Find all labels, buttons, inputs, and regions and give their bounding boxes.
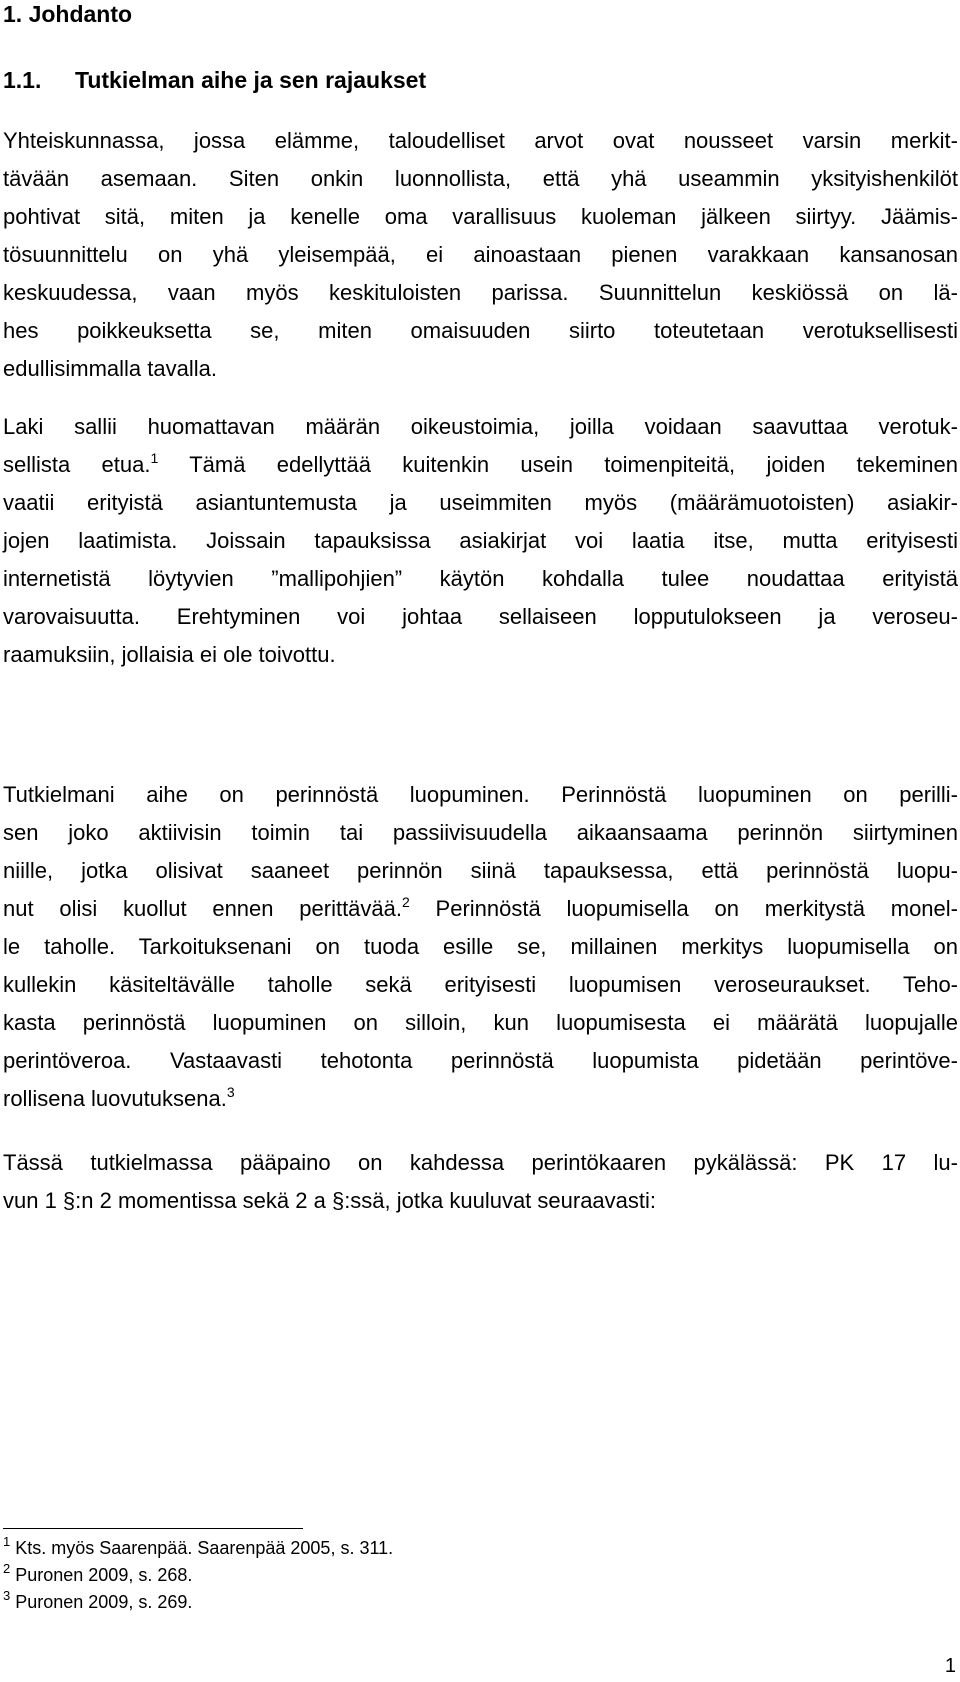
footnote-number: 2 [3,1561,11,1576]
text-line [3,160,958,198]
text-run: Yhteiskunnassa, jossa elämme, taloudelliset arvot ovat nousseet varsin merkit- [3,128,958,153]
text-run: niille, jotka olisivat saaneet perinnön siinä tapauksessa, että perinnöstä luopu- [3,858,958,883]
text-line [3,274,958,312]
text-line [3,598,958,636]
text-line [3,1144,958,1182]
text-line [3,1042,958,1080]
text-line [3,776,958,814]
text-run: Tutkielmani aihe on perinnöstä luopuminen. Perinnöstä luopuminen on perilli- [3,782,958,807]
text-line [3,852,958,890]
text-run: kasta perinnöstä luopuminen on silloin, kun luopumisesta ei määrätä luopujalle [3,1010,958,1035]
text-line [3,560,958,598]
text-line [3,636,958,674]
text-run: sen joko aktiivisin toimin tai passiivisuudella aikaansaama perinnön siirtyminen [3,820,958,845]
section-number: 1.1. [3,67,42,93]
text-run: internetistä löytyvien ”mallipohjien” käytön kohdalla tulee noudattaa erityistä [3,566,958,591]
footnote-ref: 2 [402,894,410,910]
chapter-heading: 1. Johdanto [3,1,133,27]
text-run: raamuksiin, jollaisia ei ole toivottu. [3,642,336,667]
paragraph [3,122,958,388]
paragraph [3,776,958,1118]
text-line [3,966,958,1004]
text-run: Tämä edellyttää kuitenkin usein toimenpiteitä, joiden tekeminen [158,452,958,477]
text-run: pohtivat sitä, miten ja kenelle oma varallisuus kuoleman jälkeen siirtyy. Jäämis- [3,204,958,229]
text-line [3,1080,958,1118]
text-line [3,312,958,350]
footnote-ref: 3 [226,1084,235,1100]
paragraph [3,408,958,674]
footnote-number: 1 [3,1534,11,1549]
footnote-text: Puronen 2009, s. 269. [10,1592,193,1612]
text-run: Laki sallii huomattavan määrän oikeustoimia, joilla voidaan saavuttaa verotuk- [3,414,958,439]
footnote-separator [3,1528,303,1529]
text-line [3,350,958,388]
footnote [3,1563,192,1587]
text-run: Tässä tutkielmassa pääpaino on kahdessa perintökaaren pykälässä: PK 17 lu- [3,1150,958,1175]
text-run: tävään asemaan. Siten onkin luonnollista, että yhä useammin yksityishenkilöt [3,166,958,191]
paragraph [3,1144,958,1220]
text-run: varovaisuutta. Erehtyminen voi johtaa sellaiseen lopputulokseen ja veroseu- [3,604,958,629]
text-line [3,122,958,160]
text-line [3,446,958,484]
text-run: perintöveroa. Vastaavasti tehotonta perinnöstä luopumista pidetään perintöve- [3,1048,958,1073]
footnote [3,1590,192,1614]
text-run: nut olisi kuollut ennen perittävää. [3,896,402,921]
text-run: kullekin käsiteltävälle taholle sekä erityisesti luopumisen veroseuraukset. Teho- [3,972,958,997]
footnote-number: 3 [3,1588,11,1603]
text-line [3,890,958,928]
text-run: rollisena luovutuksena. [3,1086,227,1111]
text-run: sellista etua. [3,452,151,477]
text-line [3,484,958,522]
page-number: 1 [944,1655,956,1677]
text-line [3,928,958,966]
footnote [3,1536,393,1560]
text-run: keskuudessa, vaan myös keskituloisten parissa. Suunnittelun keskiössä on lä- [3,280,958,305]
text-run: hes poikkeuksetta se, miten omaisuuden siirto toteutetaan verotuksellisesti [3,318,958,343]
text-run: Perinnöstä luopumisella on merkitystä monel- [409,896,958,921]
footnote-text: Kts. myös Saarenpää. Saarenpää 2005, s. 311. [10,1538,394,1558]
text-run: vun 1 §:n 2 momentissa sekä 2 a §:ssä, jotka kuuluvat seuraavasti: [3,1188,657,1213]
text-line [3,198,958,236]
footnote-ref: 1 [150,450,159,466]
text-line [3,1004,958,1042]
text-run: jojen laatimista. Joissain tapauksissa asiakirjat voi laatia itse, mutta erityisesti [3,528,958,553]
section-heading [3,64,426,96]
text-line [3,236,958,274]
text-run: le taholle. Tarkoituksenani on tuoda esille se, millainen merkitys luopumisella on [3,934,958,959]
text-line [3,1182,958,1220]
text-run: edullisimmalla tavalla. [3,356,217,381]
footnote-text: Puronen 2009, s. 268. [10,1565,193,1585]
text-line [3,814,958,852]
text-line [3,408,958,446]
section-title: Tutkielman aihe ja sen rajaukset [75,67,427,93]
text-line [3,522,958,560]
text-run: vaatii erityistä asiantuntemusta ja useimmiten myös (määrämuotoisten) asiakir- [3,490,958,515]
text-run: tösuunnittelu on yhä yleisempää, ei ainoastaan pienen varakkaan kansanosan [3,242,958,267]
